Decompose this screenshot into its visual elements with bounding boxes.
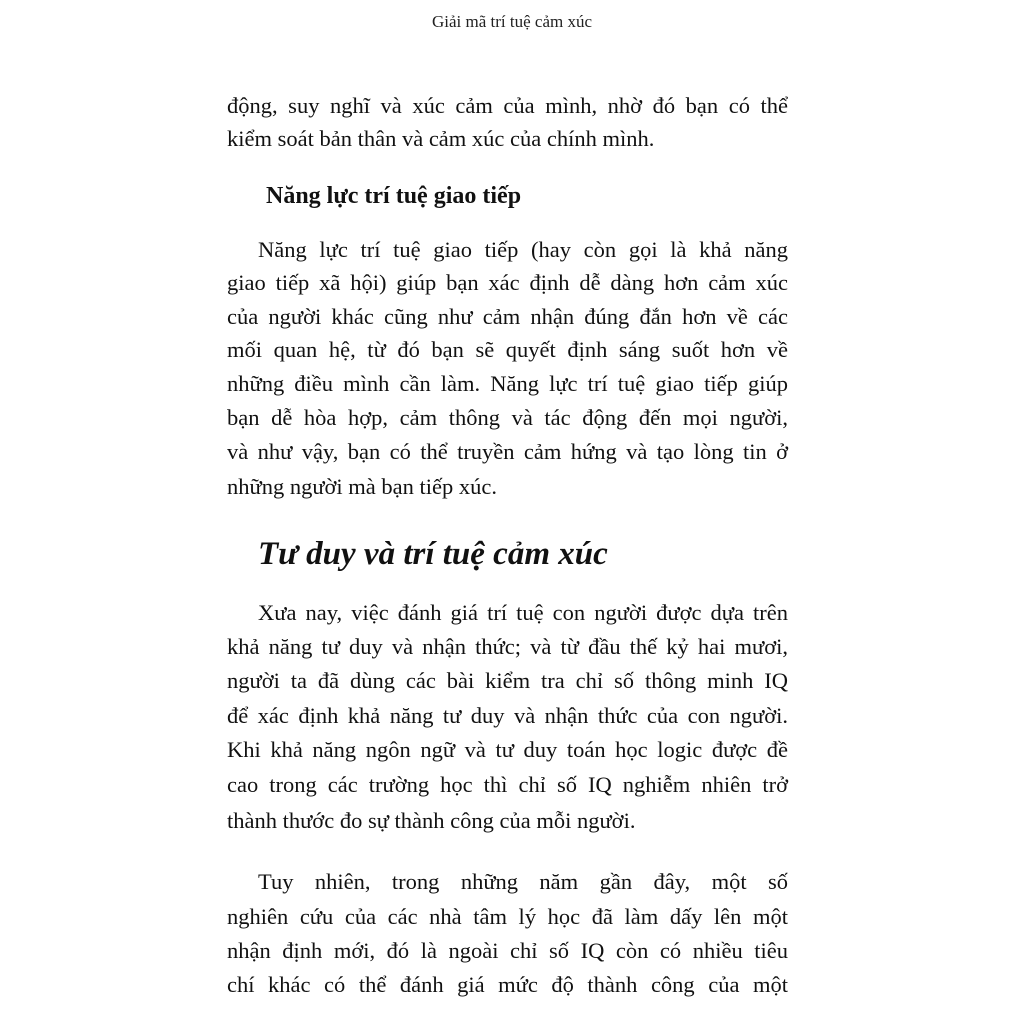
running-header: Giải mã trí tuệ cảm xúc bbox=[431, 12, 593, 31]
text-line: Khi khả năng ngôn ngữ và tư duy toán học logic được đề bbox=[227, 737, 788, 762]
text-line: Xưa nay, việc đánh giá trí tuệ con người được dựa trên bbox=[258, 600, 788, 625]
section-heading: Tư duy và trí tuệ cảm xúc bbox=[258, 536, 608, 572]
text-line: chí khác có thể đánh giá mức độ thành công của một bbox=[227, 972, 788, 997]
text-line: những người mà bạn tiếp xúc. bbox=[227, 474, 497, 499]
text-line: nghiên cứu của các nhà tâm lý học đã làm dấy lên một bbox=[227, 904, 788, 929]
text-line: thành thước đo sự thành công của mỗi người. bbox=[227, 808, 636, 833]
text-line: kiểm soát bản thân và cảm xúc của chính mình. bbox=[227, 126, 655, 151]
text-line: động, suy nghĩ và xúc cảm của mình, nhờ đó bạn có thể bbox=[227, 93, 788, 118]
text-line: nhận định mới, đó là ngoài chỉ số IQ còn có nhiều tiêu bbox=[227, 938, 788, 963]
text-line: người ta đã dùng các bài kiểm tra chỉ số thông minh IQ bbox=[227, 668, 788, 693]
text-line: mối quan hệ, từ đó bạn sẽ quyết định sáng suốt hơn về bbox=[227, 337, 788, 362]
text-line: Tuy nhiên, trong những năm gần đây, một số bbox=[258, 869, 788, 894]
subheading: Năng lực trí tuệ giao tiếp bbox=[266, 183, 522, 209]
text-line: để xác định khả năng tư duy và nhận thức của con người. bbox=[227, 703, 788, 728]
text-line: những điều mình cần làm. Năng lực trí tuệ giao tiếp giúp bbox=[227, 371, 788, 396]
text-line: khả năng tư duy và nhận thức; và từ đầu thế kỷ hai mươi, bbox=[227, 634, 788, 659]
text-line: và như vậy, bạn có thể truyền cảm hứng và tạo lòng tin ở bbox=[227, 439, 788, 464]
text-line: cao trong các trường học thì chỉ số IQ nghiễm nhiên trở bbox=[227, 772, 788, 797]
text-line: của người khác cũng như cảm nhận đúng đắn hơn về các bbox=[227, 304, 788, 329]
text-line: bạn dễ hòa hợp, cảm thông và tác động đến mọi người, bbox=[227, 405, 788, 430]
text-line: Năng lực trí tuệ giao tiếp (hay còn gọi là khả năng bbox=[258, 237, 788, 262]
text-line: giao tiếp xã hội) giúp bạn xác định dễ dàng hơn cảm xúc bbox=[227, 270, 788, 295]
